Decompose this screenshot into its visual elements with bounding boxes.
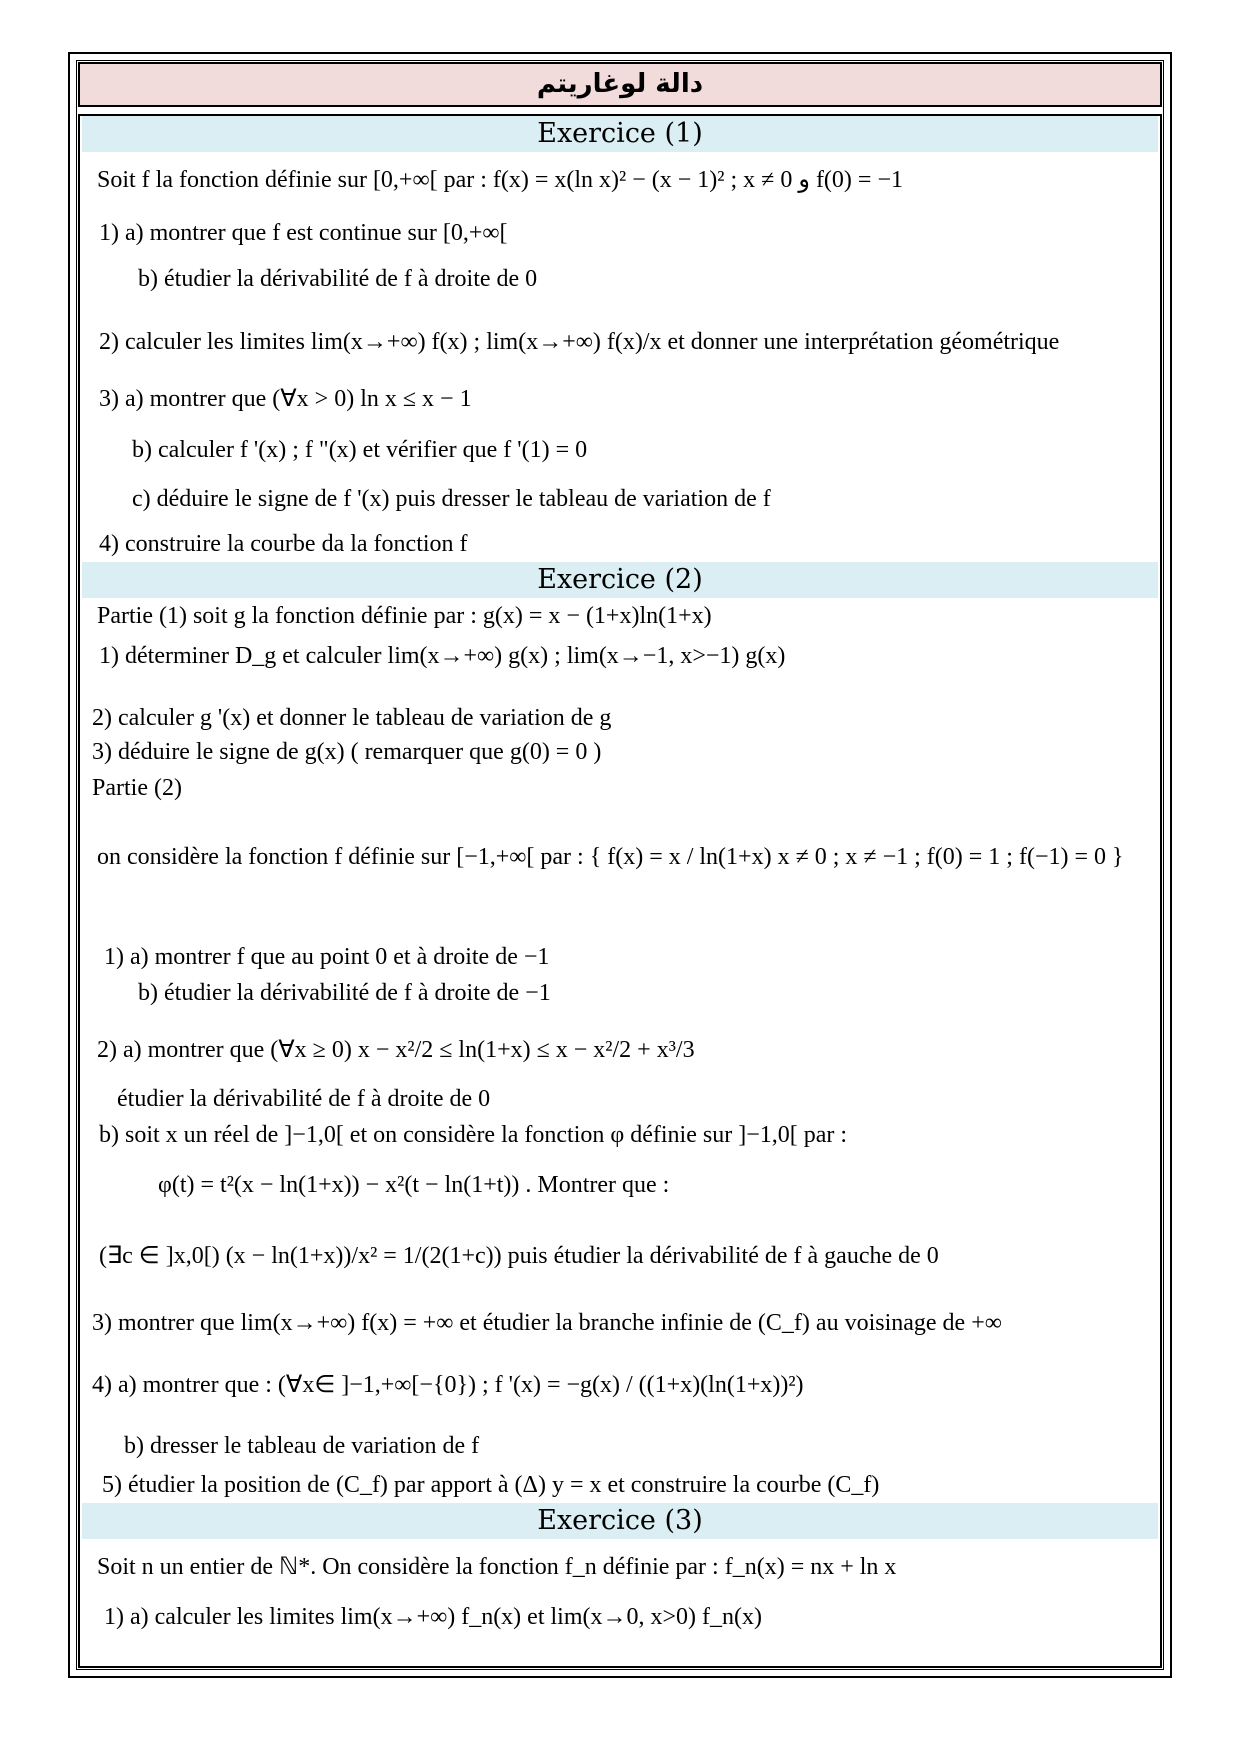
- ex2-p2-q1b: b) étudier la dérivabilité de f à droite de −1: [138, 980, 551, 1006]
- ex3-q1a: 1) a) calculer les limites lim(x→+∞) f_n(x) et lim(x→0, x>0) f_n(x): [104, 1604, 762, 1630]
- ex2-p2-q4a: 4) a) montrer que : (∀x∈ ]−1,+∞[−{0}) ; f '(x) = −g(x) / ((1+x)(ln(1+x))²): [92, 1372, 804, 1398]
- ex1-q3b: b) calculer f '(x) ; f "(x) et vérifier que f '(1) = 0: [132, 437, 588, 463]
- exercise-2-heading: Exercice (2): [82, 562, 1158, 598]
- ex2-part2-heading: Partie (2): [92, 775, 182, 801]
- ex1-q4: 4) construire la courbe da la fonction f: [99, 531, 468, 557]
- ex2-p2-q2a-cont: étudier la dérivabilité de f à droite de 0: [117, 1086, 491, 1112]
- ex2-part1-intro: Partie (1) soit g la fonction définie par : g(x) = x − (1+x)ln(1+x): [97, 603, 712, 629]
- ex2-p2-q2b: b) soit x un réel de ]−1,0[ et on considère la fonction φ définie sur ]−1,0[ par :: [99, 1122, 848, 1148]
- ex1-q3c: c) déduire le signe de f '(x) puis dresser le tableau de variation de f: [132, 486, 771, 512]
- ex2-p2-q3: 3) montrer que lim(x→+∞) f(x) = +∞ et étudier la branche infinie de (C_f) au voisinage de +∞: [92, 1310, 1002, 1336]
- ex2-p2-q5: 5) étudier la position de (C_f) par apport à (Δ) y = x et construire la courbe (C_f): [102, 1472, 880, 1498]
- ex2-p1-q2: 2) calculer g '(x) et donner le tableau de variation de g: [92, 705, 612, 731]
- ex2-p2-definition: on considère la fonction f définie sur [−1,+∞[ par : { f(x) = x / ln(1+x) x ≠ 0 ; x ≠ −1 ; f(0) = 1 ; f(−1) = 0 }: [97, 844, 1124, 870]
- ex2-p1-q1: 1) déterminer D_g et calculer lim(x→+∞) g(x) ; lim(x→−1, x>−1) g(x): [99, 643, 786, 669]
- exercise-3-heading: Exercice (3): [82, 1503, 1158, 1539]
- ex1-q2: 2) calculer les limites lim(x→+∞) f(x) ; lim(x→+∞) f(x)/x et donner une interprétation géométrique: [99, 329, 1060, 355]
- ex3-statement: Soit n un entier de ℕ*. On considère la fonction f_n définie par : f_n(x) = nx + ln x: [97, 1554, 897, 1580]
- ex1-q1a: 1) a) montrer que f est continue sur [0,+∞[: [99, 220, 508, 246]
- ex2-p1-q3: 3) déduire le signe de g(x) ( remarquer que g(0) = 0 ): [92, 739, 602, 765]
- ex2-p2-q1a: 1) a) montrer f que au point 0 et à droite de −1: [104, 944, 550, 970]
- ex1-q3a: 3) a) montrer que (∀x > 0) ln x ≤ x − 1: [99, 386, 472, 412]
- ex2-p2-q2a: 2) a) montrer que (∀x ≥ 0) x − x²/2 ≤ ln(1+x) ≤ x − x²/2 + x³/3: [97, 1037, 695, 1063]
- ex2-p2-phi-definition: φ(t) = t²(x − ln(1+x)) − x²(t − ln(1+t)) . Montrer que :: [158, 1172, 670, 1198]
- ex1-statement: Soit f la fonction définie sur [0,+∞[ par : f(x) = x(ln x)² − (x − 1)² ; x ≠ 0 و f(0) = −1: [97, 167, 903, 193]
- ex2-p2-q4b: b) dresser le tableau de variation de f: [124, 1433, 480, 1459]
- ex2-p2-mean-value: (∃c ∈ ]x,0[) (x − ln(1+x))/x² = 1/(2(1+c)) puis étudier la dérivabilité de f à gauche de 0: [99, 1243, 939, 1269]
- page-title: دالة لوغاريتم: [78, 62, 1162, 107]
- ex1-q1b: b) étudier la dérivabilité de f à droite de 0: [138, 266, 538, 292]
- exercise-1-heading: Exercice (1): [82, 116, 1158, 152]
